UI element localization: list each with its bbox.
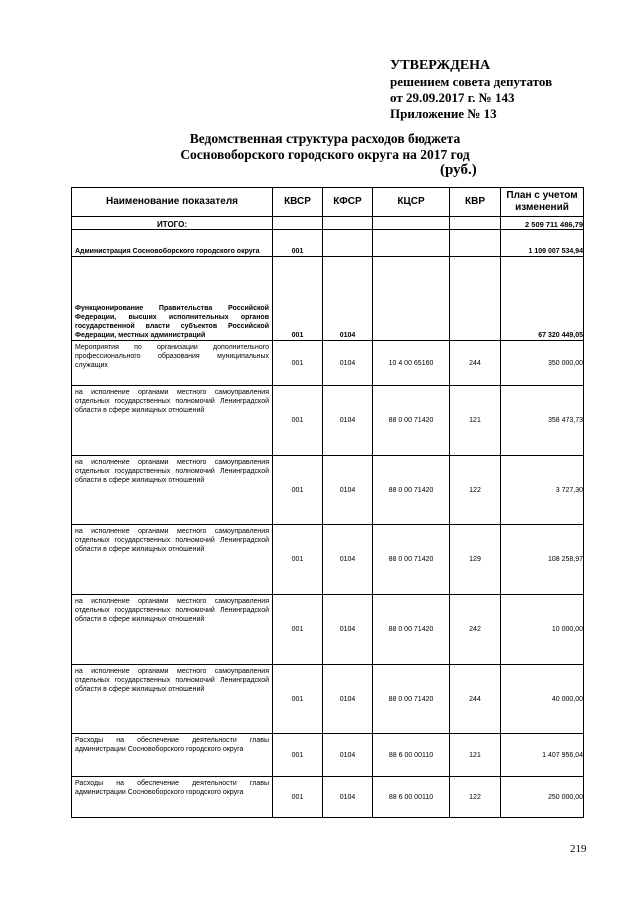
table-row — [72, 257, 584, 341]
row-kvsr: 001 — [273, 665, 323, 734]
row-kcsr: 88 0 00 71420 — [373, 595, 450, 665]
row-amount: 40 000,00 — [501, 665, 584, 734]
row-amount: 3 727,30 — [501, 456, 584, 525]
row-kvr — [450, 257, 501, 341]
approval-date: от 29.09.2017 г. № 143 — [390, 90, 515, 105]
row-kvr: 242 — [450, 595, 501, 665]
row-kvsr: 001 — [273, 734, 323, 777]
row-name: Расходы на обеспечение деятельности главы администрации Сосновоборского городского округа — [72, 734, 273, 777]
table-row — [72, 386, 584, 456]
table-row — [72, 665, 584, 734]
row-kvsr: 001 — [273, 595, 323, 665]
table-header-row — [72, 188, 584, 217]
header-kvsr: КВСР — [273, 188, 323, 217]
budget-table — [71, 187, 584, 818]
table-row — [72, 230, 584, 257]
row-kvsr: 001 — [273, 230, 323, 257]
header-kcsr: КЦСР — [373, 188, 450, 217]
row-kcsr: 10 4 00 65160 — [373, 341, 450, 386]
header-plan: План с учетом изменений — [501, 188, 584, 217]
row-kvr: 122 — [450, 777, 501, 818]
approval-heading: УТВЕРЖДЕНА — [390, 58, 491, 73]
row-amount: 358 473,73 — [501, 386, 584, 456]
row-amount: 2 509 711 486,79 — [501, 217, 584, 230]
row-kcsr: 88 0 00 71420 — [373, 525, 450, 595]
row-kfsr: 0104 — [323, 257, 373, 341]
row-name: ИТОГО: — [72, 217, 273, 230]
row-kvr: 129 — [450, 525, 501, 595]
row-amount: 10 000,00 — [501, 595, 584, 665]
page-number: 219 — [570, 843, 587, 855]
row-kcsr: 88 6 00 00110 — [373, 777, 450, 818]
row-name: Расходы на обеспечение деятельности главы администрации Сосновоборского городского округа — [72, 777, 273, 818]
row-name: на исполнение органами местного самоуправления отдельных государственных полномочий Ленинградской области в сфере жилищных отношений — [72, 456, 273, 525]
row-kfsr: 0104 — [323, 665, 373, 734]
table-row — [72, 595, 584, 665]
row-amount: 108 258,97 — [501, 525, 584, 595]
table-row — [72, 777, 584, 818]
row-kfsr: 0104 — [323, 456, 373, 525]
row-kvr — [450, 230, 501, 257]
approval-decision: решением совета депутатов — [390, 74, 553, 89]
document-title — [150, 131, 500, 163]
row-kvsr: 001 — [273, 341, 323, 386]
row-kvr: 121 — [450, 386, 501, 456]
row-kvr — [450, 217, 501, 230]
row-kcsr — [373, 230, 450, 257]
table-row — [72, 456, 584, 525]
row-kvsr: 001 — [273, 386, 323, 456]
row-kfsr — [323, 230, 373, 257]
row-name: Функционирование Правительства Российской Федерации, высших исполнительных органов государственной власти субъектов Российской Федерации, местных администраций — [72, 257, 273, 341]
row-kvsr: 001 — [273, 525, 323, 595]
row-kfsr: 0104 — [323, 341, 373, 386]
row-name: на исполнение органами местного самоуправления отдельных государственных полномочий Ленинградской области в сфере жилищных отношений — [72, 665, 273, 734]
row-kcsr — [373, 257, 450, 341]
row-kcsr: 88 0 00 71420 — [373, 456, 450, 525]
row-kvsr — [273, 217, 323, 230]
header-name: Наименование показателя — [72, 188, 273, 217]
table-row — [72, 734, 584, 777]
row-name: на исполнение органами местного самоуправления отдельных государственных полномочий Ленинградской области в сфере жилищных отношений — [72, 386, 273, 456]
row-kfsr: 0104 — [323, 525, 373, 595]
row-name: на исполнение органами местного самоуправления отдельных государственных полномочий Ленинградской области в сфере жилищных отношений — [72, 595, 273, 665]
row-amount: 1 407 956,04 — [501, 734, 584, 777]
row-kfsr — [323, 217, 373, 230]
row-kvr: 244 — [450, 665, 501, 734]
row-kcsr: 88 0 00 71420 — [373, 386, 450, 456]
table-row — [72, 525, 584, 595]
row-amount: 67 320 449,05 — [501, 257, 584, 341]
row-kcsr: 88 6 00 00110 — [373, 734, 450, 777]
header-kvr: КВР — [450, 188, 501, 217]
row-kvr: 122 — [450, 456, 501, 525]
row-name: на исполнение органами местного самоуправления отдельных государственных полномочий Ленинградской области в сфере жилищных отношений — [72, 525, 273, 595]
row-kvr: 244 — [450, 341, 501, 386]
row-amount: 250 000,00 — [501, 777, 584, 818]
row-amount: 350 000,00 — [501, 341, 584, 386]
row-kfsr: 0104 — [323, 386, 373, 456]
row-kcsr: 88 0 00 71420 — [373, 665, 450, 734]
row-kvsr: 001 — [273, 456, 323, 525]
row-name: Администрация Сосновоборского городского округа — [72, 230, 273, 257]
currency-unit: (руб.) — [440, 162, 477, 178]
row-amount: 1 109 007 534,94 — [501, 230, 584, 257]
row-kfsr: 0104 — [323, 734, 373, 777]
table-row — [72, 341, 584, 386]
document-title-line1: Ведомственная структура расходов бюджета — [189, 131, 461, 146]
row-kcsr — [373, 217, 450, 230]
header-kfsr: КФСР — [323, 188, 373, 217]
row-kvsr: 001 — [273, 257, 323, 341]
table-row-total — [72, 217, 584, 230]
approval-appendix: Приложение № 13 — [390, 106, 497, 121]
row-kfsr: 0104 — [323, 777, 373, 818]
row-kvsr: 001 — [273, 777, 323, 818]
row-name: Мероприятия по организации дополнительного профессионального образования муниципальных служащих — [72, 341, 273, 386]
document-title-line2: Сосновоборского городского округа на 2017 год — [180, 147, 470, 162]
row-kfsr: 0104 — [323, 595, 373, 665]
row-kvr: 121 — [450, 734, 501, 777]
approval-block — [390, 58, 552, 122]
